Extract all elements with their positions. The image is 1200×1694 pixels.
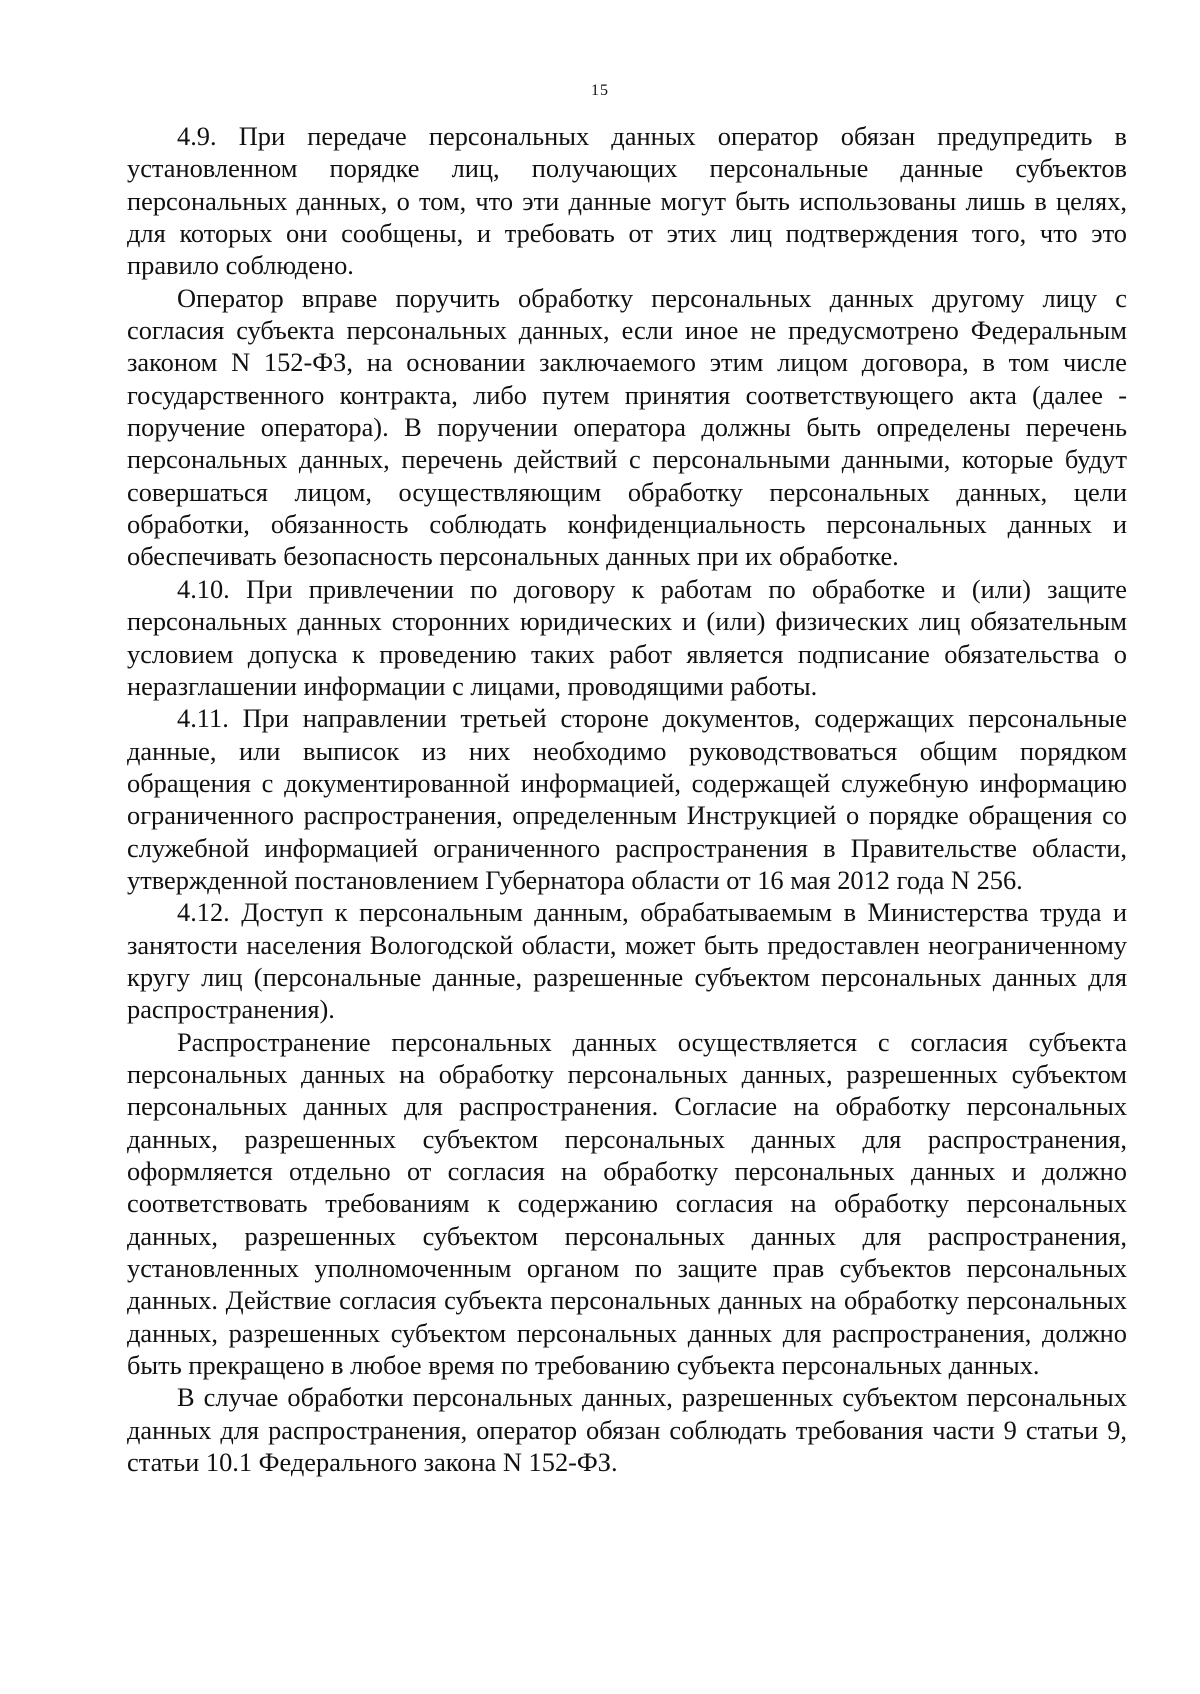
paragraph-distribution-obligation: В случае обработки персональных данных, разрешенных субъектом персональных данных для распространения, оператор обязан соблюдать требования части 9 статьи 9, статьи 10.1 Федерального закона N 152-ФЗ.: [127, 1382, 1127, 1478]
paragraph-4-11: 4.11. При направлении третьей стороне документов, содержащих персональные данные, или выписок из них необходимо руководствоваться общим порядком обращения с документированной информацией, содержащей служебную информацию ограниченного распространения, определенным Инструкцией о порядке обращения со служебной информацией ограниченного распространения в Правительстве области, утвержденной постановлением Губернатора области от 16 мая 2012 года N 256.: [127, 703, 1127, 895]
paragraph-4-9: 4.9. При передаче персональных данных оператор обязан предупредить в установленном порядке лиц, получающих персональные данные субъектов персональных данных, о том, что эти данные могут быть использованы лишь в целях, для которых они сообщены, и требовать от этих лиц подтверждения того, что это правило соблюдено.: [127, 121, 1127, 281]
paragraph-4-12: 4.12. Доступ к персональным данным, обрабатываемым в Министерства труда и занятости населения Вологодской области, может быть предоставлен неограниченному кругу лиц (персональные данные, разрешенные субъектом персональных данных для распространения).: [127, 897, 1127, 1025]
page-number: 15: [591, 82, 609, 99]
paragraph-4-10: 4.10. При привлечении по договору к работам по обработке и (или) защите персональных данных сторонних юридических и (или) физических лиц обязательным условием допуска к проведению таких работ является подписание обязательства о неразглашении информации с лицами, проводящими работы.: [127, 573, 1127, 701]
document-body: [127, 120, 1127, 1478]
paragraph-distribution-consent: Распространение персональных данных осуществляется с согласия субъекта персональных данных на обработку персональных данных, разрешенных субъектом персональных данных для распространения. Согласие на обработку персональных данных, разрешенных субъектом персональных данных для распространения, оформляется отдельно от согласия на обработку персональных данных и должно соответствовать требованиям к содержанию согласия на обработку персональных данных, разрешенных субъектом персональных данных для распространения, установленных уполномоченным органом по защите прав субъектов персональных данных. Действие согласия субъекта персональных данных на обработку персональных данных, разрешенных субъектом персональных данных для распространения, должно быть прекращено в любое время по требованию субъекта персональных данных.: [127, 1026, 1127, 1381]
paragraph-operator-instruction: Оператор вправе поручить обработку персональных данных другому лицу с согласия субъекта персональных данных, если иное не предусмотрено Федеральным законом N 152-ФЗ, на основании заключаемого этим лицом договора, в том числе государственного контракта, либо путем принятия соответствующего акта (далее - поручение оператора). В поручении оператора должны быть определены перечень персональных данных, перечень действий с персональными данными, которые будут совершаться лицом, осуществляющим обработку персональных данных, цели обработки, обязанность соблюдать конфиденциальность персональных данных и обеспечивать безопасность персональных данных при их обработке.: [127, 282, 1127, 572]
